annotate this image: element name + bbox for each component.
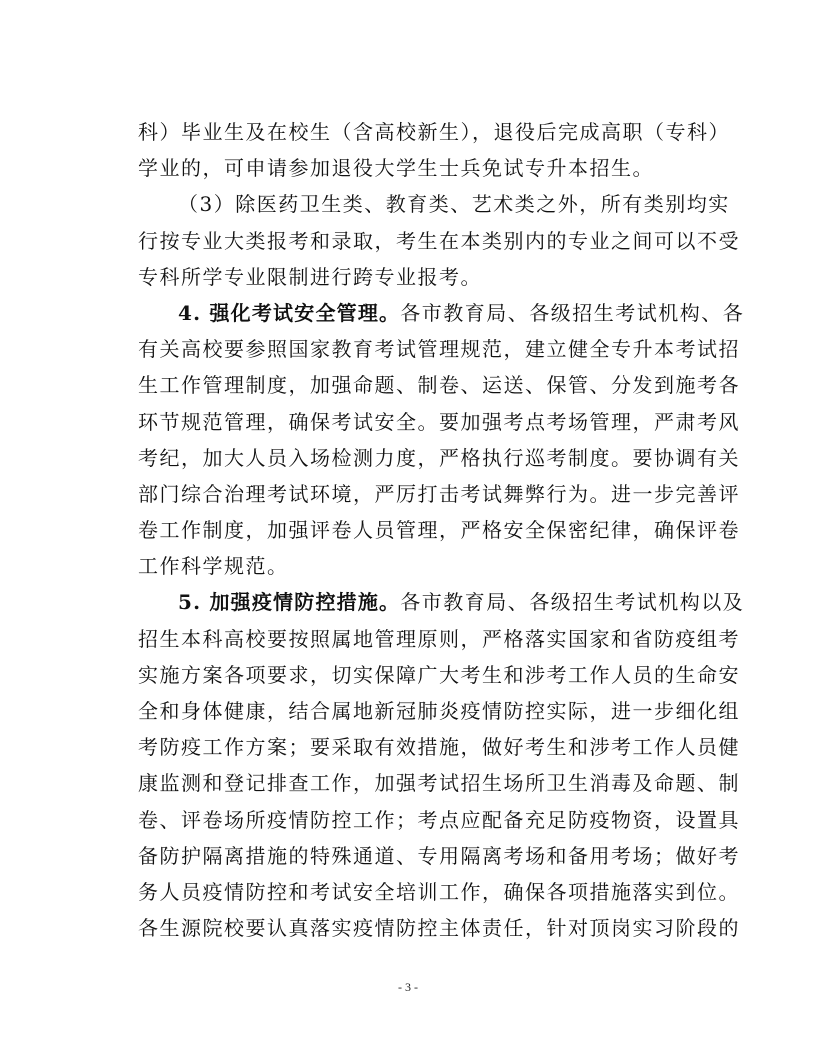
text-line: 康监测和登记排查工作，加强考试招生场所卫生消毒及命题、制	[138, 771, 740, 796]
text-line: 科）毕业生及在校生（含高校新生），退役后完成高职（专科）	[138, 120, 730, 144]
text-line: 行按专业大类报考和录取，考生在本类别内的专业之间可以不受	[138, 228, 740, 253]
paragraph-start-line: （3）除医药卫生类、教育类、艺术类之外，所有类别均实	[178, 192, 730, 217]
text-line: 考防疫工作方案；要采取有效措施，做好考生和涉考工作人员健	[138, 735, 740, 760]
text-line: 卷、评卷场所疫情防控工作；考点应配备充足防疫物资，设置具	[138, 807, 740, 832]
text-line: 备防护隔离措施的特殊通道、专用隔离考场和备用考场；做好考	[138, 843, 740, 868]
text-line: 学业的，可申请参加退役大学生士兵免试专升本招生。	[138, 156, 654, 181]
body-text	[138, 114, 745, 946]
section-5-heading: 5. 加强疫情防控措施。	[178, 590, 401, 615]
section-5-line	[138, 584, 745, 620]
text-line: 环节规范管理，确保考试安全。要加强考点考场管理，严肃考风	[138, 409, 740, 434]
text-line: 专科所学专业限制进行跨专业报考。	[138, 264, 482, 289]
page-number: - 3 -	[398, 980, 418, 994]
section-5-text: 各市教育局、各级招生考试机构以及	[400, 590, 745, 615]
text-line: 工作科学规范。	[138, 554, 289, 579]
text-line: 考纪，加大人员入场检测力度，严格执行巡考制度。要协调有关	[138, 445, 740, 470]
section-4-line	[138, 295, 745, 331]
section-4-heading: 4. 强化考试安全管理。	[178, 300, 401, 325]
text-line: 部门综合治理考试环境，严厉打击考试舞弊行为。进一步完善评	[138, 481, 740, 506]
text-line: 实施方案各项要求，切实保障广大考生和涉考工作人员的生命安	[138, 662, 740, 687]
text-line: 招生本科高校要按照属地管理原则，严格落实国家和省防疫组考	[138, 626, 740, 651]
text-line: 务人员疫情防控和考试安全培训工作，确保各项措施落实到位。	[138, 879, 740, 904]
text-line: 有关高校要参照国家教育考试管理规范，建立健全专升本考试招	[138, 337, 740, 362]
text-line: 各生源院校要认真落实疫情防控主体责任，针对顶岗实习阶段的	[138, 916, 740, 941]
text-line: 全和身体健康，结合属地新冠肺炎疫情防控实际，进一步细化组	[138, 699, 740, 723]
text-line: 生工作管理制度，加强命题、制卷、运送、保管、分发到施考各	[138, 373, 740, 398]
section-4-text: 各市教育局、各级招生考试机构、各	[400, 300, 745, 325]
text-line: 卷工作制度，加强评卷人员管理，严格安全保密纪律，确保评卷	[138, 518, 740, 543]
